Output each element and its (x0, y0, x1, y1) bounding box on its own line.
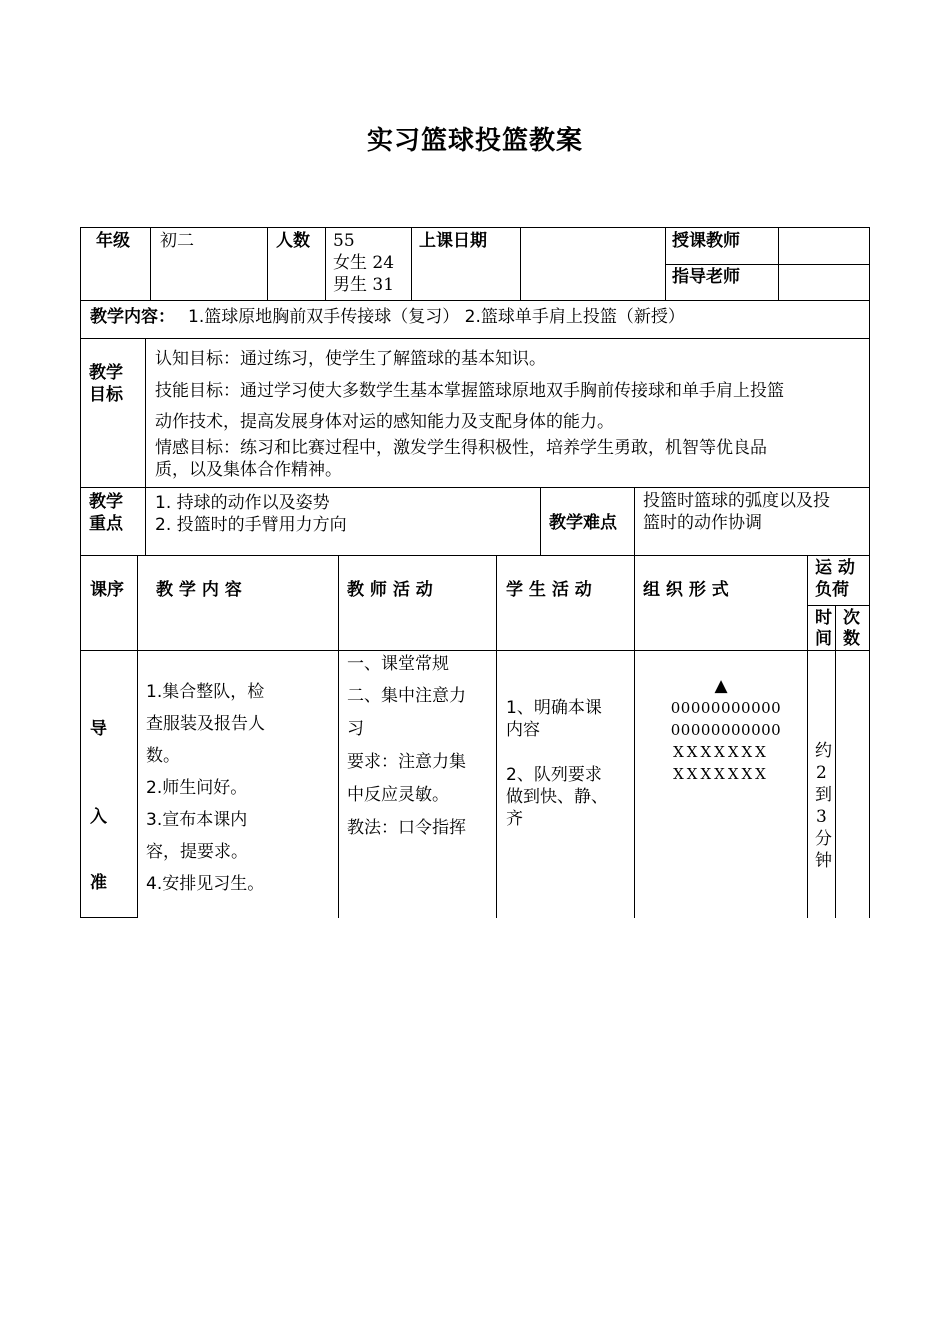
grade-label: 年级 (96, 231, 130, 251)
column-teaching-content: 教 学 内 容 (156, 580, 242, 600)
sequence-char: 准 (90, 873, 107, 893)
goal-emotional-line1: 情感目标：练习和比赛过程中，激发学生得积极性，培养学生勇敢，机智等优良品 (155, 438, 767, 458)
intro-content-line: 3.宣布本课内 (146, 810, 248, 830)
column-reps-line1: 次 (843, 608, 860, 628)
teacher-activity-line: 要求：注意力集 (347, 752, 466, 772)
count-total: 55 (333, 231, 355, 251)
intro-content-line: 4.安排见习生。 (146, 874, 265, 894)
column-time-line1: 时 (815, 608, 832, 628)
student-activity-line: 内容 (506, 720, 540, 740)
formation-row: XXXXXXX (673, 765, 769, 783)
goal-skill-line2: 动作技术，提高发展身体对运的感知能力及支配身体的能力。 (155, 412, 614, 432)
count-boys: 男生 31 (333, 275, 395, 295)
difficulty-label: 教学难点 (549, 513, 617, 533)
teacher-activity-line: 习 (347, 719, 364, 739)
mentor-label: 指导老师 (672, 267, 740, 287)
difficulty-line1: 投篮时篮球的弧度以及投 (643, 491, 830, 511)
key-point-1: 1. 持球的动作以及姿势 (155, 493, 330, 513)
time-char: 钟 (815, 851, 832, 871)
sequence-char: 入 (90, 807, 107, 827)
key-point-2: 2. 投篮时的手臂用力方向 (155, 515, 347, 535)
student-activity-line: 做到快、静、 (506, 787, 608, 807)
intro-content-line: 1.集合整队，检 (146, 682, 265, 702)
formation-row: 00000000000 (670, 699, 782, 717)
intro-content-line: 数。 (146, 746, 180, 766)
column-organization: 组 织 形 式 (643, 580, 729, 600)
column-reps-line2: 数 (843, 629, 860, 649)
intro-content-line: 查服装及报告人 (146, 714, 265, 734)
content-label: 教学内容： (90, 307, 175, 327)
document-title: 实习篮球投篮教案 (366, 126, 583, 156)
goal-skill-line1: 技能目标：通过学习使大多数学生基本掌握篮球原地双手胸前传接球和单手肩上投篮 (155, 381, 784, 401)
column-load-line2: 负荷 (815, 580, 849, 600)
teacher-label: 授课教师 (672, 231, 740, 251)
time-char: 2 (816, 763, 827, 783)
column-sequence: 课序 (90, 580, 124, 600)
count-girls: 女生 24 (333, 253, 395, 273)
goals-label-line2: 目标 (89, 385, 123, 405)
goal-emotional-line2: 质，以及集体合作精神。 (155, 460, 342, 480)
column-student-activity: 学 生 活 动 (506, 580, 592, 600)
column-load-line1: 运 动 (815, 558, 855, 578)
formation-row: 00000000000 (670, 721, 782, 739)
content-text: 1.篮球原地胸前双手传接球（复习） 2.篮球单手肩上投篮（新授） (188, 307, 685, 327)
intro-content-line: 容，提要求。 (146, 842, 248, 862)
time-char: 约 (815, 741, 832, 761)
difficulty-line2: 篮时的动作协调 (643, 513, 762, 533)
key-points-label-line2: 重点 (89, 514, 123, 534)
student-activity-line: 1、明确本课 (506, 698, 602, 718)
column-teacher-activity: 教 师 活 动 (347, 580, 433, 600)
teacher-activity-line: 教法：口令指挥 (347, 818, 466, 838)
teacher-activity-line: 一、课堂常规 (347, 654, 449, 674)
sequence-char: 导 (90, 719, 107, 739)
time-char: 分 (815, 829, 832, 849)
time-char: 3 (816, 807, 827, 827)
teacher-activity-line: 中反应灵敏。 (347, 785, 449, 805)
key-points-label-line1: 教学 (89, 492, 123, 512)
grade-value: 初二 (160, 231, 194, 251)
intro-content-line: 2.师生问好。 (146, 778, 248, 798)
goal-cognitive: 认知目标：通过练习，使学生了解篮球的基本知识。 (155, 349, 546, 369)
student-activity-line: 齐 (506, 809, 523, 829)
teacher-activity-line: 二、集中注意力 (347, 686, 466, 706)
goals-label-line1: 教学 (89, 363, 123, 383)
date-label: 上课日期 (419, 231, 487, 251)
formation-row: XXXXXXX (673, 743, 769, 761)
column-time-line2: 间 (815, 629, 832, 649)
time-char: 到 (815, 785, 832, 805)
student-activity-line: 2、队列要求 (506, 765, 602, 785)
teacher-position-marker: ▲ (714, 676, 728, 696)
count-label: 人数 (276, 231, 310, 251)
